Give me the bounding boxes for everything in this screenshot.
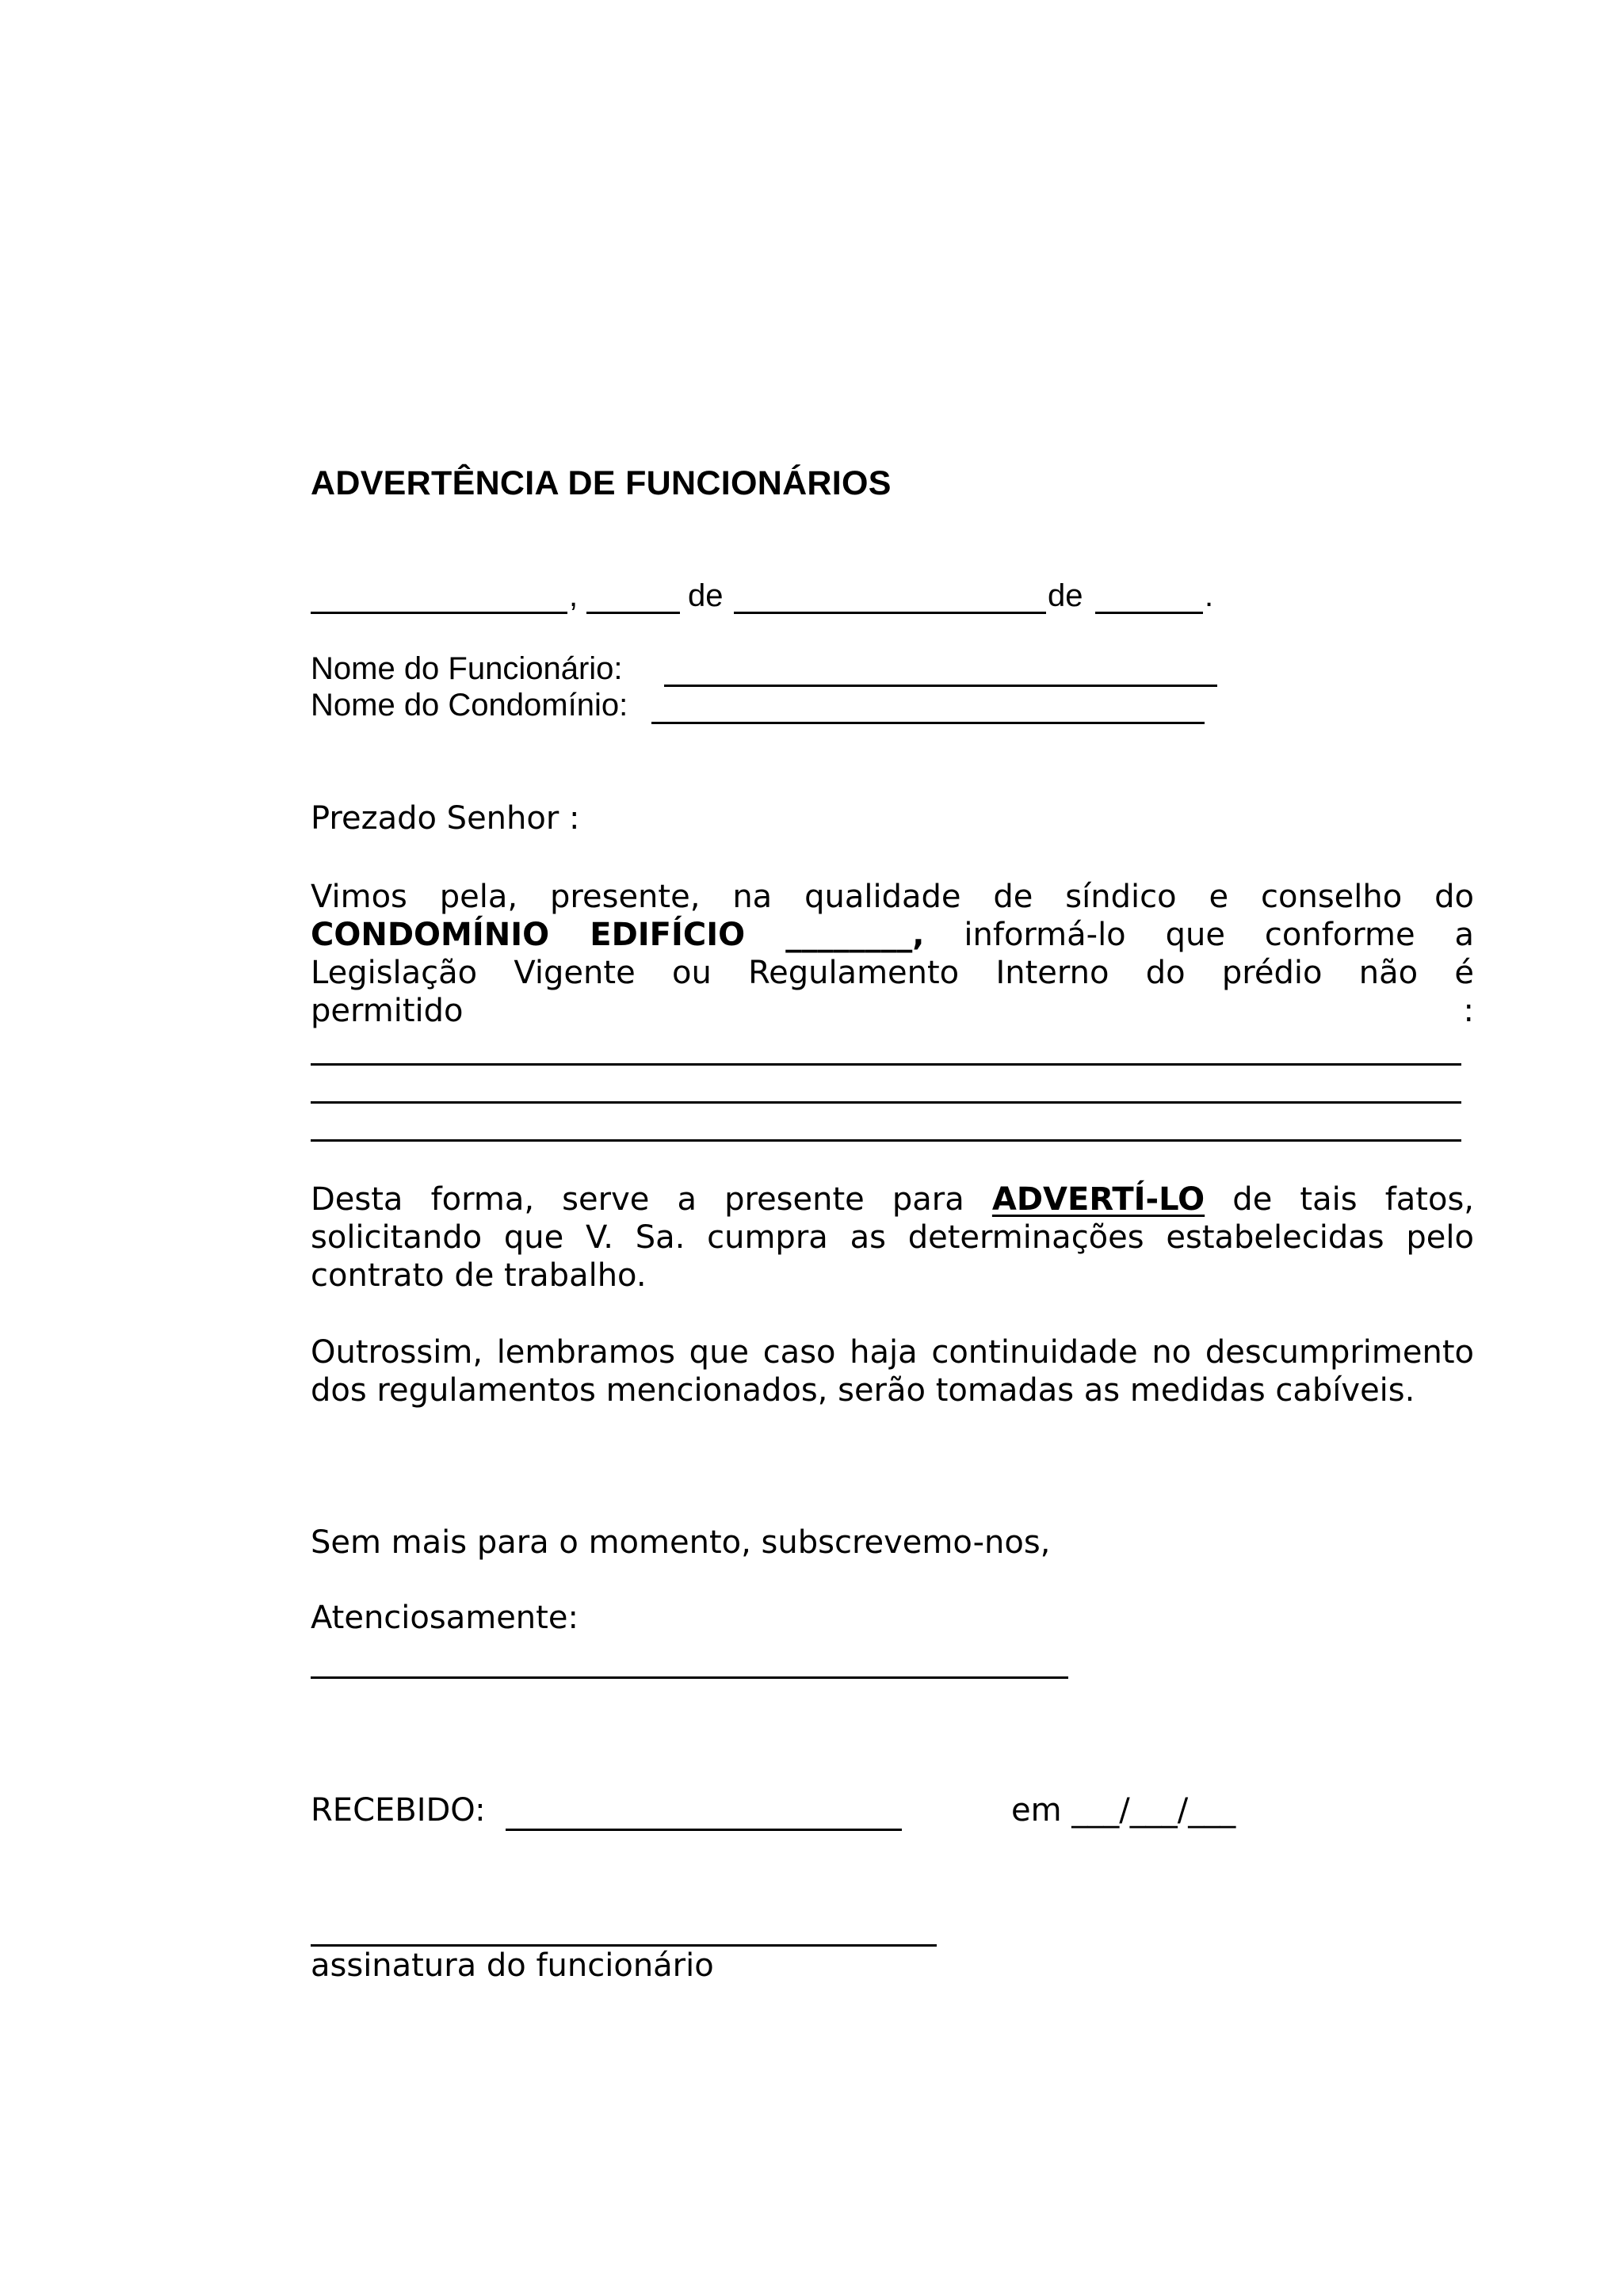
received-name-blank bbox=[506, 1829, 902, 1831]
signer-signature-line bbox=[311, 1676, 1068, 1679]
greeting: Prezado Senhor : bbox=[311, 800, 580, 837]
warning-emphasis: ADVERTÍ-LO bbox=[991, 1181, 1205, 1218]
received-date: em ___/___/___ bbox=[1011, 1792, 1236, 1829]
condo-name-label: Nome do Condomínio: bbox=[311, 688, 628, 723]
permitido-colon: : bbox=[1463, 993, 1474, 1029]
date-period: . bbox=[1205, 578, 1214, 613]
signature-caption: assinatura do funcionário bbox=[311, 1947, 714, 1984]
paragraph-intro-line-4 bbox=[311, 992, 1474, 1030]
paragraph-intro-line-2 bbox=[311, 916, 1474, 954]
description-blank-line-3 bbox=[311, 1139, 1461, 1142]
permitido-word: permitido bbox=[311, 993, 464, 1029]
date-year-blank bbox=[1095, 612, 1203, 614]
received-label: RECEBIDO: bbox=[311, 1792, 486, 1829]
employee-name-label: Nome do Funcionário: bbox=[311, 651, 623, 686]
condo-building-bold: CONDOMÍNIO EDIFÍCIO ________, bbox=[311, 917, 925, 953]
paragraph-intro-line-1: Vimos pela, presente, na qualidade de síndico e conselho do bbox=[311, 879, 1474, 915]
date-month-blank bbox=[734, 612, 1046, 614]
description-blank-line-2 bbox=[311, 1101, 1461, 1104]
paragraph-warning-end: de tais fatos, solicitando que V. Sa. cumpra as determinações estabelecidas pelo contrato de trabalho. bbox=[311, 1181, 1474, 1294]
description-blank-line-1 bbox=[311, 1063, 1461, 1066]
date-comma: , bbox=[569, 578, 579, 613]
paragraph-warning bbox=[311, 1180, 1474, 1295]
employee-signature-line bbox=[311, 1944, 937, 1947]
date-de-2: de bbox=[1048, 578, 1083, 613]
paragraph-warning-start: Desta forma, serve a presente para bbox=[311, 1181, 964, 1218]
date-de-1: de bbox=[688, 578, 724, 613]
paragraph-intro bbox=[311, 878, 1474, 1030]
paragraph-intro-line-2-rest: informá-lo que conforme a bbox=[964, 917, 1475, 953]
paragraph-intro-line-3: Legislação Vigente ou Regulamento Interno do prédio não é bbox=[311, 955, 1474, 991]
date-city-blank bbox=[311, 612, 567, 614]
closing-line: Sem mais para o momento, subscrevemo-nos, bbox=[311, 1524, 1051, 1561]
regards-line: Atenciosamente: bbox=[311, 1600, 579, 1636]
condo-name-blank bbox=[651, 722, 1205, 724]
date-day-blank bbox=[586, 612, 680, 614]
paragraph-consequences: Outrossim, lembramos que caso haja continuidade no descumprimento dos regulamentos mencionados, serão tomadas as medidas cabíveis. bbox=[311, 1334, 1474, 1409]
document-title: ADVERTÊNCIA DE FUNCIONÁRIOS bbox=[311, 464, 892, 502]
employee-name-blank bbox=[664, 685, 1217, 687]
